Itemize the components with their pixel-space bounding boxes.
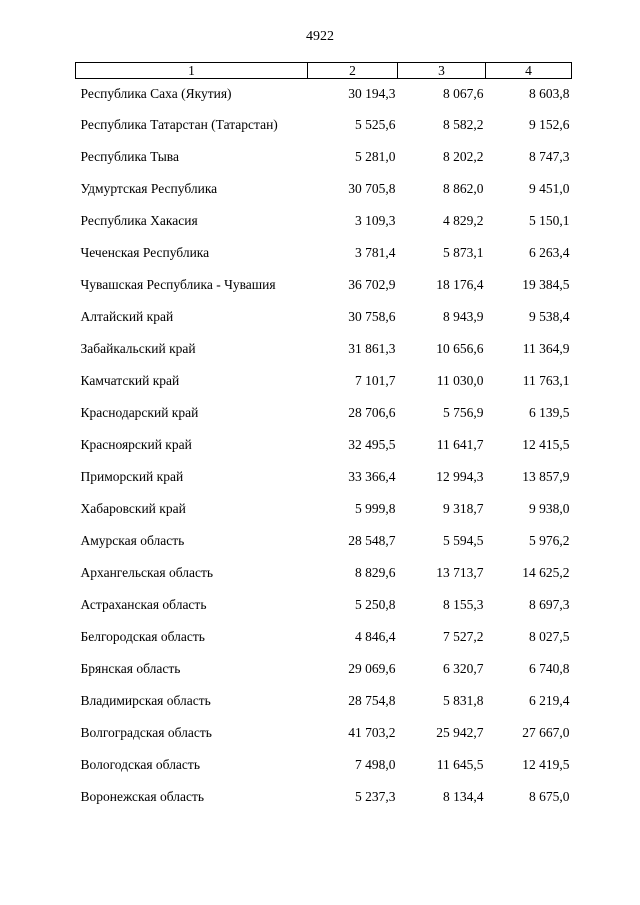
page-number: 4922: [306, 29, 334, 44]
value-cell: 29 069,6: [348, 661, 396, 676]
region-name-cell: Камчатский край: [80, 373, 180, 388]
table-row: [76, 685, 572, 717]
value-cell: 5 831,8: [443, 693, 484, 708]
value-cell: 10 656,6: [436, 341, 484, 356]
value-cell: 30 758,6: [348, 309, 396, 324]
value-cell: 12 994,3: [436, 469, 484, 484]
table-row: [76, 79, 572, 110]
value-cell: 9 938,0: [529, 501, 570, 516]
table-row: [76, 397, 572, 429]
value-cell: 30 705,8: [348, 181, 396, 196]
region-name-cell: Амурская область: [80, 533, 185, 548]
table-row: [76, 589, 572, 621]
table-row: [76, 173, 572, 205]
region-name-cell: Республика Саха (Якутия): [80, 86, 232, 101]
region-name-cell: Брянская область: [80, 661, 181, 676]
value-cell: 8 202,2: [443, 149, 484, 164]
region-name-cell: Волгоградская область: [80, 725, 212, 740]
table-row: [76, 717, 572, 749]
value-cell: 5 756,9: [443, 405, 484, 420]
value-cell: 5 281,0: [355, 149, 396, 164]
value-cell: 28 548,7: [348, 533, 396, 548]
value-cell: 8 134,4: [443, 789, 484, 804]
table-row: [76, 301, 572, 333]
value-cell: 11 364,9: [522, 341, 570, 356]
value-cell: 3 109,3: [355, 213, 396, 228]
region-name-cell: Удмуртская Республика: [80, 181, 218, 196]
table-row: [76, 621, 572, 653]
table-header: [76, 63, 572, 79]
value-cell: 31 861,3: [348, 341, 396, 356]
value-cell: 11 641,7: [436, 437, 484, 452]
value-cell: 7 498,0: [355, 757, 396, 772]
value-cell: 11 030,0: [436, 373, 484, 388]
value-cell: 41 703,2: [348, 725, 396, 740]
value-cell: 14 625,2: [522, 565, 570, 580]
value-cell: 8 862,0: [443, 181, 484, 196]
table-row: [76, 333, 572, 365]
value-cell: 11 763,1: [522, 373, 570, 388]
region-name-cell: Белгородская область: [80, 629, 205, 644]
region-name-cell: Приморский край: [80, 469, 184, 484]
table-row: [76, 429, 572, 461]
value-cell: 30 194,3: [348, 86, 396, 101]
table-row: [76, 237, 572, 269]
region-name-cell: Республика Тыва: [80, 149, 179, 164]
value-cell: 8 829,6: [355, 565, 396, 580]
column-header: 4: [486, 63, 572, 79]
data-table: [75, 62, 572, 813]
value-cell: 5 594,5: [443, 533, 484, 548]
table-row: [76, 109, 572, 141]
value-cell: 5 525,6: [355, 117, 396, 132]
region-name-cell: Забайкальский край: [80, 341, 196, 356]
value-cell: 5 150,1: [529, 213, 570, 228]
table-row: [76, 557, 572, 589]
value-cell: 5 976,2: [529, 533, 570, 548]
value-cell: 8 027,5: [529, 629, 570, 644]
region-name-cell: Воронежская область: [80, 789, 205, 804]
value-cell: 9 318,7: [443, 501, 484, 516]
header-row: [76, 63, 572, 79]
value-cell: 8 697,3: [529, 597, 570, 612]
value-cell: 8 155,3: [443, 597, 484, 612]
table-row: [76, 205, 572, 237]
region-name-cell: Чувашская Республика - Чувашия: [80, 277, 276, 292]
region-name-cell: Вологодская область: [80, 757, 200, 772]
value-cell: 12 419,5: [522, 757, 570, 772]
table-row: [76, 653, 572, 685]
table-row: [76, 269, 572, 301]
value-cell: 6 320,7: [443, 661, 484, 676]
value-cell: 32 495,5: [348, 437, 396, 452]
value-cell: 8 603,8: [529, 86, 570, 101]
value-cell: 5 250,8: [355, 597, 396, 612]
value-cell: 27 667,0: [522, 725, 570, 740]
table-row: [76, 749, 572, 781]
region-name-cell: Архангельская область: [80, 565, 214, 580]
value-cell: 18 176,4: [436, 277, 484, 292]
value-cell: 19 384,5: [522, 277, 570, 292]
value-cell: 5 999,8: [355, 501, 396, 516]
region-name-cell: Республика Татарстан (Татарстан): [80, 117, 278, 132]
value-cell: 8 943,9: [443, 309, 484, 324]
region-name-cell: Краснодарский край: [80, 405, 199, 420]
region-name-cell: Владимирская область: [80, 693, 211, 708]
value-cell: 8 067,6: [443, 86, 484, 101]
region-name-cell: Республика Хакасия: [80, 213, 198, 228]
table-row: [76, 141, 572, 173]
value-cell: 6 139,5: [529, 405, 570, 420]
value-cell: 6 219,4: [529, 693, 570, 708]
value-cell: 3 781,4: [355, 245, 396, 260]
value-cell: 8 747,3: [529, 149, 570, 164]
value-cell: 9 152,6: [529, 117, 570, 132]
value-cell: 5 873,1: [443, 245, 484, 260]
table-row: [76, 461, 572, 493]
value-cell: 9 538,4: [529, 309, 570, 324]
value-cell: 4 829,2: [443, 213, 484, 228]
value-cell: 33 366,4: [348, 469, 396, 484]
column-header: 2: [308, 63, 398, 79]
value-cell: 11 645,5: [436, 757, 484, 772]
value-cell: 9 451,0: [529, 181, 570, 196]
region-name-cell: Хабаровский край: [80, 501, 186, 516]
value-cell: 7 527,2: [443, 629, 484, 644]
value-cell: 13 857,9: [522, 469, 570, 484]
value-cell: 6 740,8: [529, 661, 570, 676]
region-name-cell: Красноярский край: [80, 437, 192, 452]
table-row: [76, 781, 572, 813]
table-row: [76, 525, 572, 557]
value-cell: 12 415,5: [522, 437, 570, 452]
value-cell: 8 582,2: [443, 117, 484, 132]
value-cell: 25 942,7: [436, 725, 484, 740]
table-body: [76, 79, 572, 814]
value-cell: 6 263,4: [529, 245, 570, 260]
value-cell: 5 237,3: [355, 789, 396, 804]
column-header: 1: [76, 63, 308, 79]
value-cell: 36 702,9: [348, 277, 396, 292]
region-name-cell: Астраханская область: [80, 597, 207, 612]
column-header: 3: [398, 63, 486, 79]
value-cell: 7 101,7: [355, 373, 396, 388]
region-name-cell: Чеченская Республика: [80, 245, 210, 260]
region-name-cell: Алтайский край: [80, 309, 174, 324]
table-row: [76, 365, 572, 397]
value-cell: 4 846,4: [355, 629, 396, 644]
value-cell: 28 706,6: [348, 405, 396, 420]
value-cell: 28 754,8: [348, 693, 396, 708]
value-cell: 13 713,7: [436, 565, 484, 580]
table-row: [76, 493, 572, 525]
value-cell: 8 675,0: [529, 789, 570, 804]
